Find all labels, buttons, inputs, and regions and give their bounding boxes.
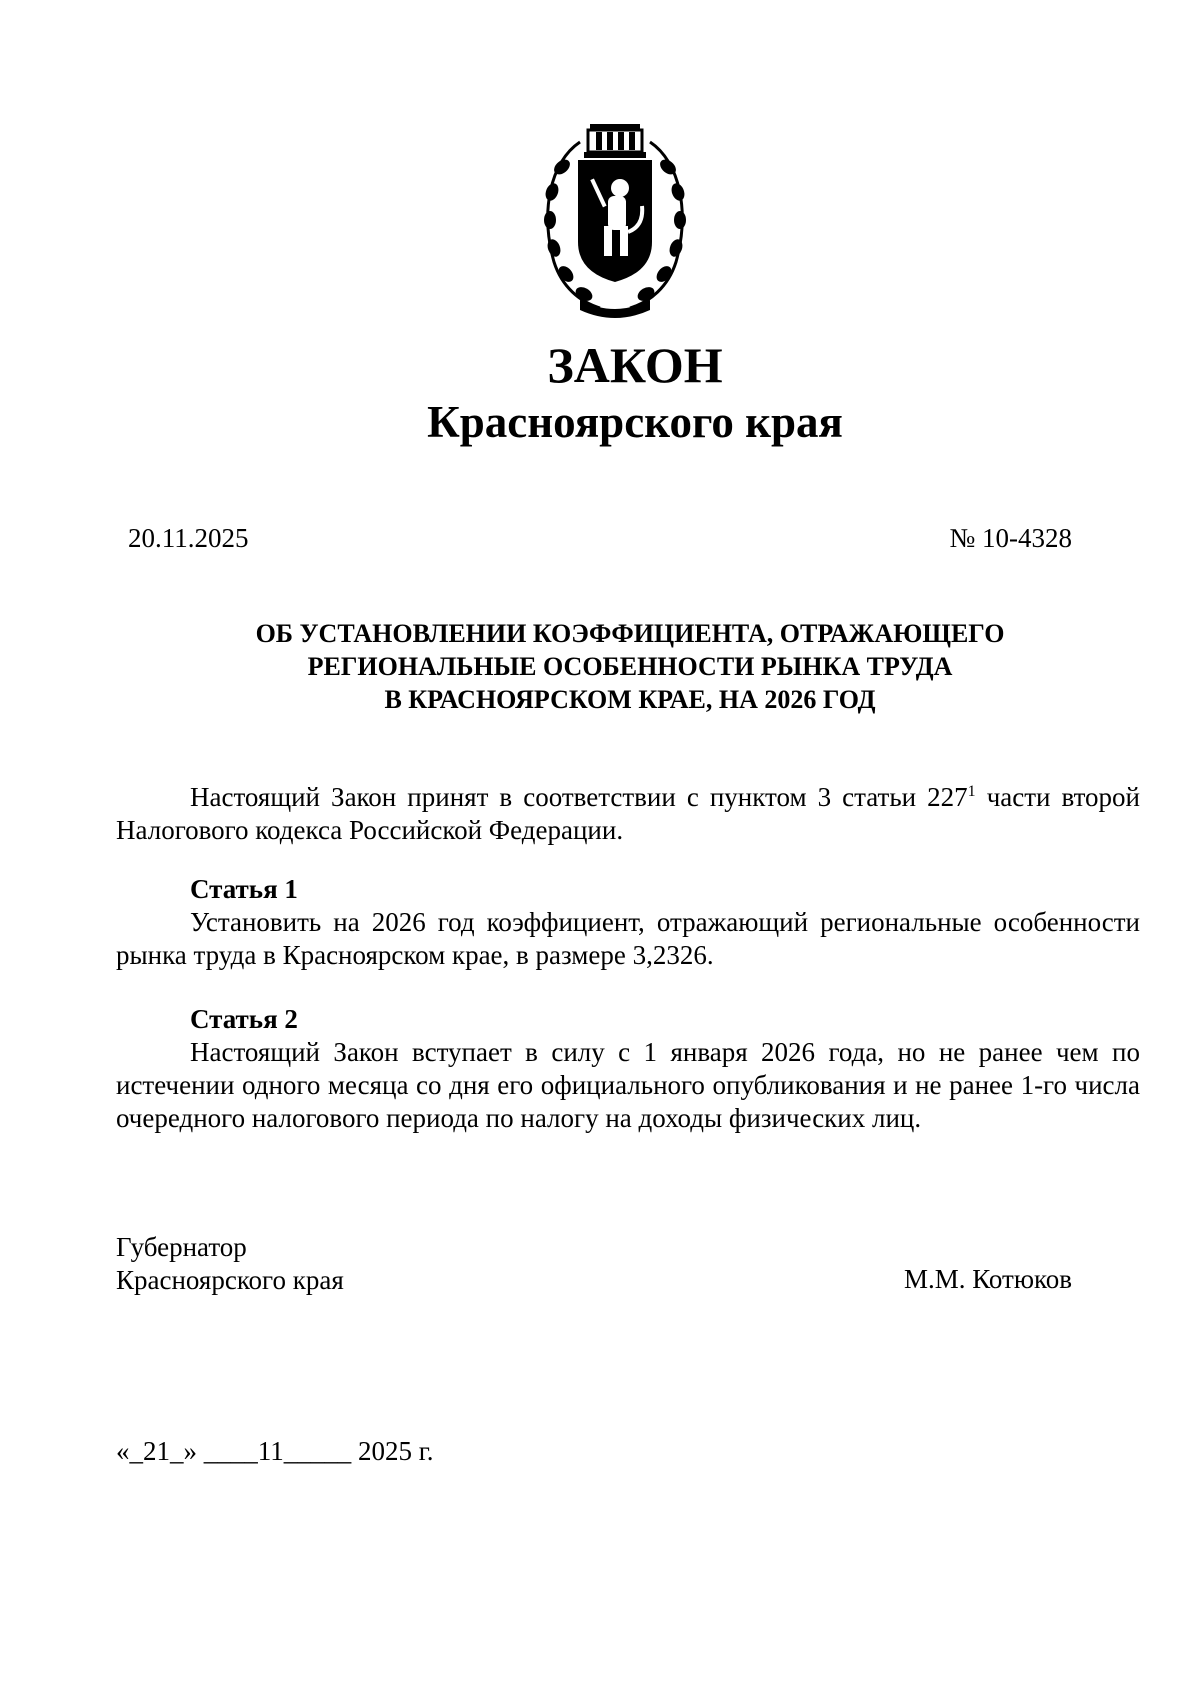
law-heading-line: ОБ УСТАНОВЛЕНИИ КОЭФФИЦИЕНТА, ОТРАЖАЮЩЕГО: [255, 619, 1005, 648]
signatory-name: М.М. Котюков: [903, 1264, 1072, 1294]
signing-date: «_21_» ____11_____ 2025 г.: [116, 1436, 434, 1466]
article-1-body: Установить на 2026 год коэффициент, отражающий региональные особенности рынка труда в Красноярском крае, в размере 3,2326.: [116, 907, 1140, 970]
document-title: ЗАКОН: [547, 337, 723, 393]
document-subtitle: Красноярского края: [427, 397, 843, 447]
signatory-position-line: Красноярского края: [116, 1265, 344, 1295]
law-number: № 10-4328: [949, 523, 1072, 553]
article-1-text: [116, 906, 1140, 972]
signatory-position-line: Губернатор: [116, 1232, 247, 1262]
preamble-text: Настоящий Закон принят в соответствии с пунктом 3 статьи 227: [190, 782, 968, 812]
law-heading-line: В КРАСНОЯРСКОМ КРАЕ, НА 2026 ГОД: [384, 685, 876, 714]
law-heading-line: РЕГИОНАЛЬНЫЕ ОСОБЕННОСТИ РЫНКА ТРУДА: [307, 652, 953, 681]
article-2-title: Статья 2: [190, 1004, 298, 1034]
signatory-position: [116, 1231, 344, 1297]
article-1-title: Статья 1: [190, 874, 298, 904]
article-2-body: Настоящий Закон вступает в силу с 1 января 2026 года, но не ранее чем по истечении одного месяца со дня его официального опубликования и не ранее 1-го числа очередного налогового периода по налогу на доходы физических лиц.: [116, 1037, 1140, 1133]
coat-of-arms-icon: [540, 122, 690, 322]
article-2-text: [116, 1036, 1140, 1135]
law-date: 20.11.2025: [128, 523, 249, 553]
preamble: [116, 775, 1140, 847]
law-heading: [180, 617, 1080, 716]
preamble-text-end: части второй Налогового кодекса Российской Федерации.: [116, 782, 1140, 845]
preamble-superscript: 1: [967, 783, 976, 800]
